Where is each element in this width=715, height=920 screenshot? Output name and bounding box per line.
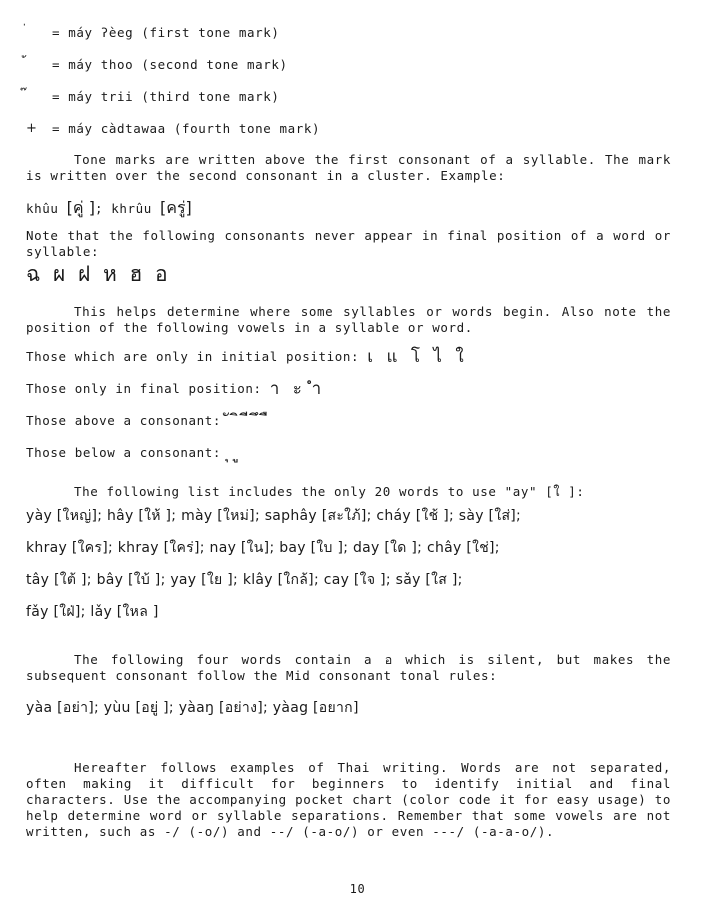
vowel-glyphs: า ะ ำ xyxy=(269,378,326,399)
example-separator: ; xyxy=(94,200,104,216)
ay-paragraph: The following list includes the only 20 words to use "ay" [ใ ]: xyxy=(74,484,585,499)
final-position-paragraph: Note that the following consonants never appear in final position of a word or syllable: xyxy=(26,228,671,259)
vowel-row-initial xyxy=(26,340,671,372)
vowel-glyphs: ุ ู xyxy=(229,442,243,463)
example-line xyxy=(26,192,671,224)
tone-mark-glyph: ้ xyxy=(26,57,27,73)
example-thai-2: [ครู่] xyxy=(160,197,192,217)
tone-mark-text: = máy ʔèeg (first tone mark) xyxy=(52,24,280,40)
tone-mark-2 xyxy=(26,48,671,80)
silent-line: yàa [อย่า]; yùu [อยู่ ]; yàaŋ [อย่าง]; yàag [อยาก] xyxy=(26,700,359,716)
vowel-row-above xyxy=(26,404,671,436)
vowel-label: Those which are only in initial position: xyxy=(26,348,360,364)
ay-line-3: tây [ใต้ ]; bây [ใบ้ ]; yay [ใย ]; klây [ใกล้]; cay [ใจ ]; sǎy [ใส ]; xyxy=(26,572,463,588)
document-page xyxy=(26,16,671,840)
silent-paragraph: The following four words contain a อ which is silent, but makes the subsequent consonant follow the Mid consonant tonal rules: xyxy=(26,652,671,683)
ay-line-1: yày [ใหญ่]; hây [ให้ ]; mày [ใหม่]; saphây [สะใภ้]; cháy [ใช้ ]; sày [ใส่]; xyxy=(26,508,522,524)
final-consonants: ฉ ผ ฝ ห ฮ อ xyxy=(26,262,171,286)
vowel-glyphs: เ แ โ ไ ใ xyxy=(367,346,468,367)
example-thai-1: [คู่ ] xyxy=(66,197,95,217)
tone-mark-text: = máy trii (third tone mark) xyxy=(52,88,280,104)
vowel-label: Those below a consonant: xyxy=(26,444,222,460)
tone-mark-text: = máy thoo (second tone mark) xyxy=(52,56,288,72)
example-word-2: khrûu xyxy=(111,200,152,216)
vowel-label: Those only in final position: xyxy=(26,380,262,396)
vowels-paragraph: This helps determine where some syllables or words begin. Also note the position of the following vowels in a syllable or word. xyxy=(26,304,671,335)
vowel-label: Those above a consonant: xyxy=(26,412,222,428)
tone-mark-text: = máy càdtawaa (fourth tone mark) xyxy=(52,120,321,136)
tone-placement-paragraph: Tone marks are written above the first consonant of a syllable. The mark is written over the second consonant in a cluster. Example: xyxy=(26,152,671,183)
ay-line-2: khray [ใคร]; khray [ใคร่]; nay [ใน]; bay [ใบ ]; day [ใด ]; chây [ใช่]; xyxy=(26,540,500,556)
vowel-row-final xyxy=(26,372,671,404)
vowel-row-below xyxy=(26,436,671,468)
tone-mark-1 xyxy=(26,16,671,48)
tone-mark-4 xyxy=(26,112,671,144)
hereafter-paragraph: Hereafter follows examples of Thai writing. Words are not separated, often making it difficult for beginners to identify initial and final characters. Use the accompanying pocket chart (color code it for easy usage) to help determine word or syllable separations. Remember that some vowels are not written, such as -/ (-o/) and --/ (-a-o/) or even ---/ (-a-a-o/). xyxy=(26,760,671,839)
page-number: 10 xyxy=(349,882,366,896)
example-word-1: khûu xyxy=(26,200,59,216)
ay-line-4: fǎy [ใฝ่]; lǎy [ใหล ] xyxy=(26,604,159,620)
vowel-glyphs: ั ิ ี ึ ื xyxy=(229,410,273,431)
tone-mark-3 xyxy=(26,80,671,112)
tone-mark-glyph: ่ xyxy=(26,25,27,41)
tone-mark-glyph: + xyxy=(26,120,38,136)
tone-mark-glyph: ๊ xyxy=(26,89,27,105)
